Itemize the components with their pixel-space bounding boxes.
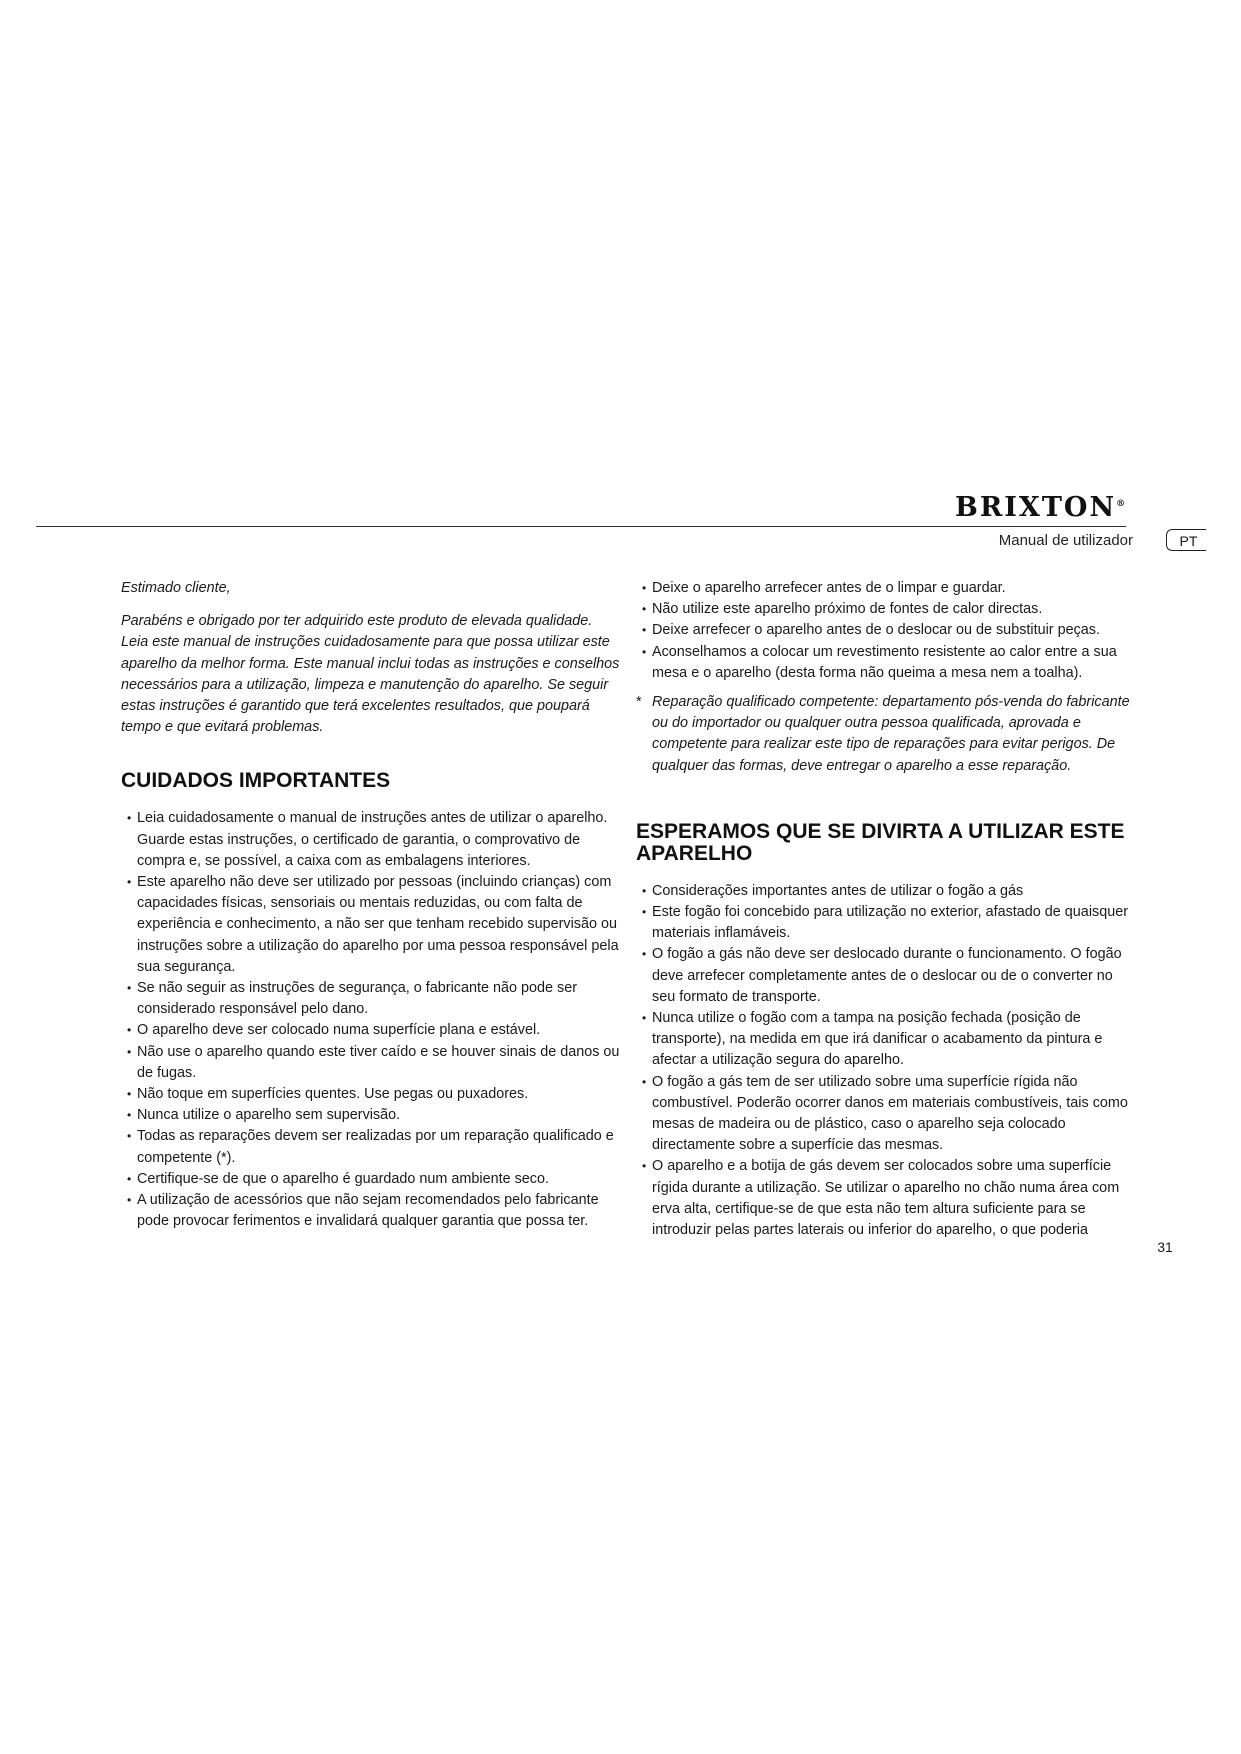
list-item: • Nunca utilize o fogão com a tampa na posição fechada (posição de transporte), na medida em que irá danificar o acabamento da pintura e afectar a utilização segura do aparelho. [642, 1010, 1103, 1069]
list-item: • Considerações importantes antes de utilizar o fogão a gás [642, 882, 1024, 899]
footnote: * Reparação qualificado competente: departamento pós-venda do fabricante ou do importador ou qualquer outra pessoa qualificada, aprovada e competente para realizar este tipo de reparações para evitar perigos. De qualquer das formas, deve entregar o aparelho a esse reparação. [636, 694, 1130, 774]
list-item: • Certifique-se de que o aparelho é guardado num ambiente seco. [127, 1170, 550, 1187]
list-item: • O aparelho e a botija de gás devem ser colocados sobre uma superfície rígida durante a utilização. Se utilizar o aparelho no chão numa área com erva alta, certifique-se de que esta não tem altura suficiente para se introduzir pelas partes laterais ou inferior do aparelho, o que poderia [642, 1158, 1120, 1239]
list-item: • Todas as reparações devem ser realizadas por um reparação qualificado e competente (*). [127, 1128, 614, 1166]
brand-logo: BRIXTON® [955, 492, 1126, 523]
language-tab: PT [1166, 529, 1206, 551]
list-item: • O fogão a gás não deve ser deslocado durante o funcionamento. O fogão deve arrefecer completamente antes de o deslocar ou de o converter no seu formato de transporte. [642, 946, 1122, 1005]
manual-label: Manual de utilizador [998, 532, 1133, 549]
left-column [121, 578, 621, 1232]
list-item: • Não use o aparelho quando este tiver caído e se houver sinais de danos ou de fugas. [127, 1043, 620, 1081]
right-column [636, 578, 1136, 1241]
list-item: • Se não seguir as instruções de segurança, o fabricante não pode ser considerado responsável pelo dano. [127, 980, 577, 1018]
intro-paragraph: Parabéns e obrigado por ter adquirido este produto de elevada qualidade. Leia este manual de instruções cuidadosamente para que possa utilizar este aparelho da melhor forma. Este manual inclui todas as instruções e conselhos necessários para a utilização, limpeza e manutenção do aparelho. Se seguir estas instruções é garantido que terá excelentes resultados, que poupará tempo e que evitará problemas. [121, 613, 620, 736]
list-item: • Aconselhamos a colocar um revestimento resistente ao calor entre a sua mesa e o aparelho (desta forma não queima a mesa nem a toalha). [642, 643, 1117, 681]
list-item: • Não utilize este aparelho próximo de fontes de calor directas. [642, 601, 1043, 618]
list-item: • Leia cuidadosamente o manual de instruções antes de utilizar o aparelho. Guarde estas instruções, o certificado de garantia, o comprovativo de compra e, se possível, a caixa com as embalagens interiores. [127, 810, 608, 869]
page-number: 31 [1157, 1239, 1173, 1255]
list-item: • O fogão a gás tem de ser utilizado sobre uma superfície rígida não combustível. Poderão ocorrer danos em materiais combustíveis, tais como mesas de madeira ou de plástico, caso o aparelho seja colocado directamente sobre a superfície das mesmas. [642, 1073, 1128, 1154]
list-item: • Deixe arrefecer o aparelho antes de o deslocar ou de substituir peças. [642, 622, 1100, 639]
list-item: • Nunca utilize o aparelho sem supervisão. [127, 1107, 401, 1124]
precautions-list [636, 578, 1136, 684]
list-item: • Este fogão foi concebido para utilização no exterior, afastado de quaisquer materiais inflamáveis. [642, 904, 1129, 942]
list-item: • Não toque em superfícies quentes. Use pegas ou puxadores. [127, 1086, 529, 1103]
section-heading-cuidados: CUIDADOS IMPORTANTES [121, 769, 391, 793]
list-item: • A utilização de acessórios que não sejam recomendados pelo fabricante pode provocar ferimentos e invalidará qualquer garantia que possa ter. [127, 1192, 599, 1230]
cuidados-list [121, 808, 621, 1232]
esperamos-list [636, 881, 1136, 1241]
header-rule [36, 526, 1126, 527]
greeting: Estimado cliente, [121, 580, 231, 596]
list-item: • O aparelho deve ser colocado numa superfície plana e estável. [127, 1022, 541, 1039]
section-heading-esperamos: ESPERAMOS QUE SE DIVIRTA A UTILIZAR ESTE APARELHO [636, 819, 1125, 865]
list-item: • Deixe o aparelho arrefecer antes de o limpar e guardar. [642, 580, 1006, 596]
list-item: • Este aparelho não deve ser utilizado por pessoas (incluindo crianças) com capacidades físicas, sensoriais ou mentais reduzidas, ou com falta de experiência e conhecimento, a não ser que tenham recebido supervisão ou instruções sobre a utilização do aparelho por uma pessoa responsável pela sua segurança. [127, 874, 619, 975]
